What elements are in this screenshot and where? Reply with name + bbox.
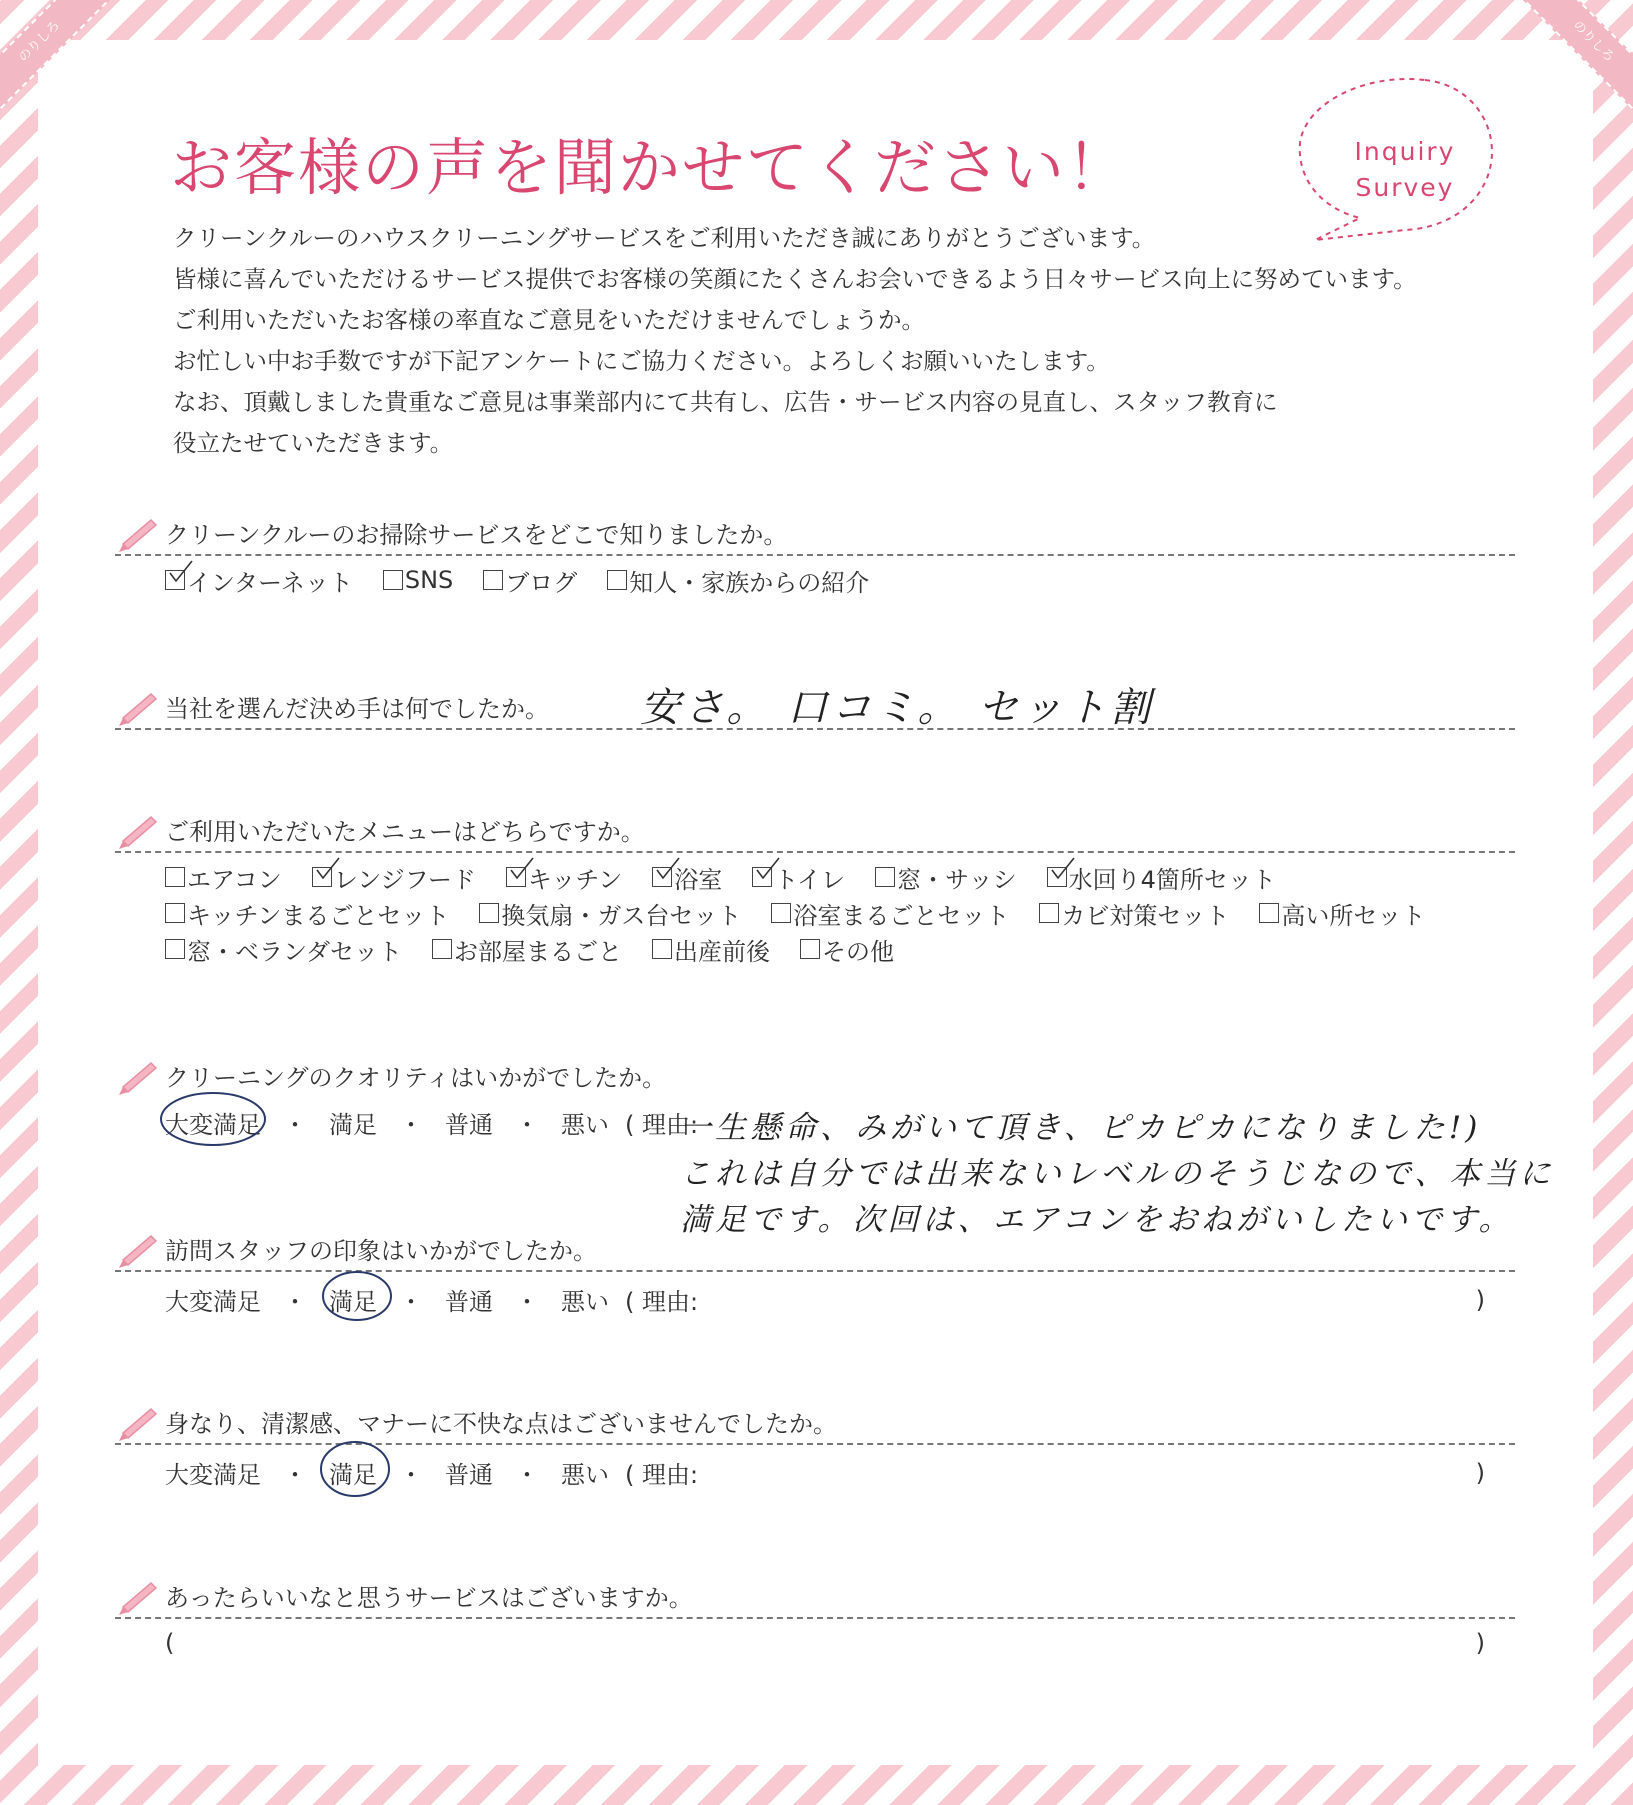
- handwritten-answer: 安さ。 口コミ。 セット割: [640, 685, 1155, 731]
- rating-normal[interactable]: [445, 1282, 493, 1317]
- question-text: クリーニングのクオリティはいかがでしたか。: [165, 1063, 667, 1092]
- intro-line: クリーンクルーのハウスクリーニングサービスをご利用いただき誠にありがとうございます。: [173, 224, 1156, 252]
- option-label: 知人・家族からの紹介: [629, 568, 870, 597]
- option-label: トイレ: [774, 865, 846, 894]
- comment-line: 一生懸命、みがいて頂き、ピカピカになりました!): [680, 1110, 1482, 1146]
- option-label: 水回り4箇所セット: [1068, 865, 1276, 894]
- option-label: 出産前後: [674, 937, 771, 966]
- separator-dot: ・: [515, 1288, 539, 1316]
- rating-label: 満足: [329, 1288, 377, 1316]
- question-menu: [115, 809, 1515, 967]
- reason-label: ( 理由:: [625, 1288, 699, 1316]
- glue-tab-right: [1513, 0, 1633, 120]
- checkbox[interactable]: [165, 939, 185, 959]
- badge-line-2: Survey: [1355, 173, 1455, 202]
- option-aircon[interactable]: [165, 860, 282, 895]
- glue-tab-left: [0, 0, 120, 120]
- pencil-icon: [115, 1228, 159, 1268]
- option-label: 浴室まるごとセット: [793, 901, 1010, 930]
- open-answer-row[interactable]: [165, 1629, 1515, 1657]
- handwritten-comment: [680, 1105, 1554, 1243]
- pencil-icon: [115, 686, 159, 726]
- rating-bad[interactable]: [561, 1282, 609, 1317]
- option-label: SNS: [404, 566, 454, 594]
- option-toilet[interactable]: [752, 860, 845, 895]
- reason-label: ( 理由:: [625, 1461, 699, 1489]
- checkbox[interactable]: [312, 867, 332, 887]
- divider: [115, 1617, 1515, 1619]
- checkbox[interactable]: [800, 939, 820, 959]
- checkbox[interactable]: [432, 939, 452, 959]
- option-label: エアコン: [187, 865, 282, 894]
- divider: [115, 1270, 1515, 1272]
- question-text: ご利用いただいたメニューはどちらですか。: [165, 817, 645, 846]
- checkbox[interactable]: [652, 867, 672, 887]
- check-mark-icon: [655, 856, 681, 882]
- question-text: クリーンクルーのお掃除サービスをどこで知りましたか。: [165, 520, 788, 549]
- rating-bad[interactable]: [561, 1455, 609, 1490]
- option-label: インターネット: [187, 568, 353, 597]
- checkbox[interactable]: [483, 570, 503, 590]
- option-window-sash[interactable]: [875, 860, 1017, 895]
- comment-line: 満足です。次回は、エアコンをおねがいしたいです。: [680, 1202, 1514, 1238]
- checkbox[interactable]: [165, 903, 185, 923]
- rating-label: 大変満足: [165, 1461, 261, 1489]
- rating-label: 悪い: [561, 1461, 609, 1489]
- badge-line-1: Inquiry: [1354, 137, 1456, 166]
- rating-bad[interactable]: [561, 1105, 609, 1140]
- option-fan-stove-set[interactable]: [479, 896, 741, 931]
- rating-label: 普通: [445, 1288, 493, 1316]
- option-water-set[interactable]: [1047, 860, 1276, 895]
- checkbox[interactable]: [1047, 867, 1067, 887]
- rating-very-satisfied[interactable]: [165, 1455, 261, 1490]
- check-mark-icon: [1050, 856, 1076, 882]
- checkbox[interactable]: [1039, 903, 1059, 923]
- option-bathroom-set[interactable]: [771, 896, 1009, 931]
- answer-close-paren: ): [1475, 1629, 1485, 1657]
- reason-close: ): [1475, 1285, 1485, 1314]
- rating-satisfied[interactable]: [329, 1282, 377, 1317]
- option-high-place-set[interactable]: [1259, 896, 1425, 931]
- rating-satisfied[interactable]: [329, 1105, 377, 1140]
- rating-row: [165, 1455, 1515, 1490]
- rating-label: 大変満足: [165, 1288, 261, 1316]
- rating-label: 普通: [445, 1111, 493, 1139]
- rating-normal[interactable]: [445, 1105, 493, 1140]
- option-referral[interactable]: [607, 563, 869, 598]
- checkbox[interactable]: [165, 570, 185, 590]
- option-range-hood[interactable]: [312, 860, 476, 895]
- divider: [115, 554, 1515, 556]
- divider: [115, 851, 1515, 853]
- pencil-icon: [115, 1055, 159, 1095]
- option-kitchen-set[interactable]: [165, 896, 449, 931]
- option-label: 高い所セット: [1281, 901, 1426, 930]
- option-label: キッチンまるごとセット: [187, 901, 450, 930]
- option-label: お部屋まるごと: [454, 937, 623, 966]
- intro-line: 役立たせていただきます。: [173, 429, 454, 457]
- checkbox[interactable]: [875, 867, 895, 887]
- survey-badge: [1340, 134, 1470, 206]
- rating-label: 満足: [329, 1461, 377, 1489]
- option-sns[interactable]: [383, 566, 453, 594]
- rating-label: 悪い: [561, 1288, 609, 1316]
- question-wish: [115, 1575, 1515, 1657]
- question-text: 当社を選んだ決め手は何でしたか。: [165, 694, 549, 723]
- intro-line: お忙しい中お手数ですが下記アンケートにご協力ください。よろしくお願いいたします。: [173, 347, 1110, 375]
- option-label: キッチン: [527, 865, 623, 894]
- rating-very-satisfied[interactable]: [165, 1105, 261, 1140]
- answer-open-paren: (: [165, 1629, 175, 1657]
- rating-very-satisfied[interactable]: [165, 1282, 261, 1317]
- divider: [115, 1443, 1515, 1445]
- checkbox[interactable]: [607, 570, 627, 590]
- separator-dot: ・: [399, 1461, 423, 1489]
- glue-tab-label: のりしろ: [0, 0, 114, 116]
- menu-row: [165, 931, 1515, 967]
- rating-label: 満足: [329, 1111, 377, 1139]
- menu-options: [165, 859, 1515, 967]
- intro-line: なお、頂戴しました貴重なご意見は事業部内にて共有し、広告・サービス内容の見直し、スタッフ教育に: [173, 388, 1278, 416]
- check-mark-icon: [509, 856, 535, 882]
- intro-line: ご利用いただいたお客様の率直なご意見をいただけませんでしょうか。: [173, 306, 925, 334]
- checkbox[interactable]: [752, 867, 772, 887]
- separator-dot: ・: [283, 1111, 307, 1139]
- checkbox[interactable]: [652, 939, 672, 959]
- check-mark-icon: [315, 856, 341, 882]
- pencil-icon: [115, 809, 159, 849]
- separator-dot: ・: [515, 1461, 539, 1489]
- checkbox[interactable]: [479, 903, 499, 923]
- menu-row: [165, 859, 1515, 895]
- rating-row: [165, 1282, 1515, 1317]
- intro-line: 皆様に喜んでいただけるサービス提供でお客様の笑顔にたくさんお会いできるよう日々サービス向上に努めています。: [173, 265, 1417, 293]
- check-mark-icon: [755, 856, 781, 882]
- rating-label: 大変満足: [165, 1111, 261, 1139]
- option-internet[interactable]: [165, 563, 353, 598]
- question-text: あったらいいなと思うサービスはございますか。: [165, 1583, 693, 1612]
- option-childbirth[interactable]: [652, 932, 770, 967]
- pencil-icon: [115, 1401, 159, 1441]
- rating-label: 悪い: [561, 1111, 609, 1139]
- separator-dot: ・: [399, 1288, 423, 1316]
- rating-satisfied[interactable]: [329, 1455, 377, 1490]
- option-label: レンジフード: [333, 865, 476, 894]
- separator-dot: ・: [283, 1461, 307, 1489]
- option-window-veranda-set[interactable]: [165, 932, 402, 967]
- question-source: [115, 512, 1515, 598]
- comment-line: これは自分では出来ないレベルのそうじなので、本当に: [680, 1156, 1555, 1192]
- option-label: 換気扇・ガス台セット: [501, 901, 742, 930]
- separator-dot: ・: [515, 1111, 539, 1139]
- option-label: 浴室: [674, 865, 723, 894]
- pencil-icon: [115, 512, 159, 552]
- option-label: ブログ: [505, 568, 578, 597]
- option-label: 窓・サッシ: [897, 865, 1017, 894]
- question-staff: [115, 1228, 1515, 1317]
- option-label: その他: [822, 937, 895, 966]
- source-options: [165, 562, 1515, 598]
- check-mark-icon: [168, 559, 194, 585]
- checkbox[interactable]: [1259, 903, 1279, 923]
- option-other[interactable]: [800, 932, 894, 967]
- question-text: 身なり、清潔感、マナーに不快な点はございませんでしたか。: [165, 1409, 837, 1438]
- checkbox[interactable]: [506, 867, 526, 887]
- separator-dot: ・: [399, 1111, 423, 1139]
- menu-row: [165, 895, 1515, 931]
- option-kitchen[interactable]: [506, 860, 622, 895]
- option-blog[interactable]: [483, 563, 577, 598]
- reason-close: ): [1475, 1458, 1485, 1487]
- option-mold-set[interactable]: [1039, 896, 1229, 931]
- question-text: 訪問スタッフの印象はいかがでしたか。: [165, 1236, 597, 1265]
- intro-text: [173, 218, 1573, 464]
- checkbox[interactable]: [165, 867, 185, 887]
- glue-tab-label: のりしろ: [1519, 0, 1633, 116]
- rating-normal[interactable]: [445, 1455, 493, 1490]
- option-label: 窓・ベランダセット: [187, 937, 403, 966]
- separator-dot: ・: [283, 1288, 307, 1316]
- question-manners: [115, 1401, 1515, 1490]
- option-label: カビ対策セット: [1061, 901, 1230, 930]
- rating-label: 普通: [445, 1461, 493, 1489]
- checkbox[interactable]: [383, 570, 403, 590]
- option-bathroom[interactable]: [652, 860, 722, 895]
- checkbox[interactable]: [771, 903, 791, 923]
- page-title: お客様の声を聞かせてください！: [170, 131, 1131, 204]
- option-whole-room[interactable]: [432, 932, 622, 967]
- pencil-icon: [115, 1575, 159, 1615]
- reason-label: ( 理由:: [625, 1111, 699, 1139]
